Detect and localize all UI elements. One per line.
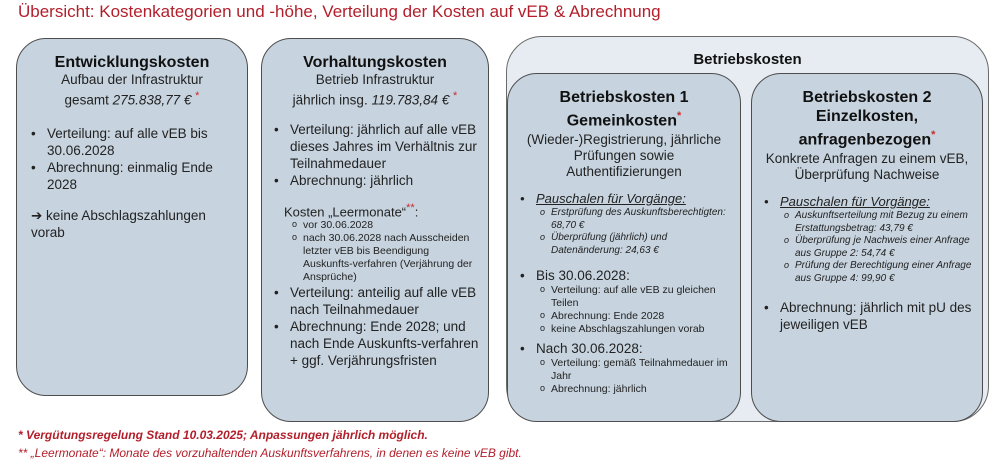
nach-sublist bbox=[516, 357, 732, 396]
bullet-item: • Verteilung: auf alle vEB bis 30.06.2028 bbox=[27, 125, 237, 159]
sub-item: o vor 30.06.2028 bbox=[290, 219, 480, 232]
vorhaltungskosten-bullets-b bbox=[270, 284, 480, 369]
vorhaltungskosten-subtitle: Betrieb Infrastruktur bbox=[315, 72, 435, 87]
sub-item: o Abrechnung: Ende 2028 bbox=[538, 310, 732, 323]
footnote-1: * Vergütungsregelung Stand 10.03.2025; Anpassungen jährlich möglich. bbox=[18, 428, 428, 442]
nach-label: • Nach 30.06.2028: bbox=[516, 340, 732, 357]
betriebskosten-heading: Betriebskosten bbox=[693, 51, 802, 68]
entwicklungskosten-subtitle: Aufbau der Infrastruktur bbox=[61, 72, 203, 87]
nach-list bbox=[516, 340, 732, 357]
bullet-item: • Abrechnung: einmalig Ende 2028 bbox=[27, 159, 237, 193]
footnote-marker: * bbox=[931, 129, 936, 141]
footnote-2: ** „Leermonate“: Monate des vorzuhaltenden Auskunftsverfahrens, in denen es keine vEB gibt. bbox=[18, 446, 522, 460]
page-title: Übersicht: Kostenkategorien und -höhe, Verteilung der Kosten auf vEB & Abrechnung bbox=[18, 2, 661, 21]
gemeinkosten-description: (Wieder-)Registrierung, jährliche Prüfungen sowie Authentifizierungen bbox=[526, 132, 722, 180]
sub-item: o Verteilung: gemäß Teilnahmedauer im Jahr bbox=[538, 357, 732, 383]
vorhaltungskosten-amount: 119.783,84 € bbox=[371, 92, 450, 108]
leermonate-label: Kosten „Leermonate“**: bbox=[284, 201, 419, 219]
bullet-item: • Verteilung: anteilig auf alle vEB nach Teilnahmedauer bbox=[270, 284, 480, 318]
vorhaltungskosten-card bbox=[261, 38, 489, 422]
sub-item: o Überprüfung (jährlich) und Datenänderung: 24,63 € bbox=[538, 232, 732, 257]
betriebskosten-2-heading: Betriebskosten 2 bbox=[802, 89, 932, 106]
betriebskosten-2-card bbox=[751, 73, 983, 422]
entwicklungskosten-card bbox=[16, 38, 248, 396]
bis-list bbox=[516, 267, 732, 284]
sub-item: o Verteilung: auf alle vEB zu gleichen Teilen bbox=[538, 284, 732, 310]
vorhaltungskosten-bullets-a bbox=[270, 121, 480, 189]
entwicklungskosten-total: gesamt 275.838,77 € * bbox=[64, 90, 200, 108]
einzelkosten-description: Konkrete Anfragen zu einem vEB, Überprüfung Nachweise bbox=[765, 151, 969, 183]
sub-item: o Prüfung der Berechtigung einer Anfrage aus Gruppe 4: 99,90 € bbox=[782, 260, 974, 285]
entwicklungskosten-amount: 275.838,77 € bbox=[112, 92, 192, 108]
bis-label: • Bis 30.06.2028: bbox=[516, 267, 732, 284]
pauschalen-label: • Pauschalen für Vorgänge: bbox=[760, 193, 974, 210]
bullet-item: • Abrechnung: Ende 2028; und nach Ende Auskunfts-verfahren + ggf. Verjährungsfristen bbox=[270, 318, 480, 369]
einzelkosten-bullets bbox=[760, 299, 974, 333]
einzelkosten-heading: Einzelkosten, bbox=[815, 108, 919, 125]
entwicklungskosten-bullets bbox=[27, 125, 237, 193]
betriebskosten-1-card bbox=[507, 73, 741, 422]
entwicklungskosten-heading: Entwicklungskosten bbox=[54, 54, 210, 71]
gemeinkosten-pauschalen-list bbox=[516, 207, 732, 257]
vorhaltungskosten-total: jährlich insg. 119.783,84 € * bbox=[292, 90, 458, 108]
bis-sublist bbox=[516, 284, 732, 336]
sub-item: o Überprüfung je Nachweis einer Anfrage aus Gruppe 2: 54,74 € bbox=[782, 235, 974, 260]
bullet-item: • Verteilung: jährlich auf alle vEB dieses Jahres im Verhältnis zur Teilnahmedauer bbox=[270, 121, 480, 172]
sub-item: o nach 30.06.2028 nach Ausscheiden letzter vEB bis Beendigung Auskunfts-verfahren (Verjährung der Ansprüche) bbox=[290, 232, 480, 284]
anfragenbezogen-heading: anfragenbezogen* bbox=[798, 129, 936, 149]
footnote-marker-double: ** bbox=[406, 201, 415, 214]
sub-item: o Erstprüfung des Auskunftsberechtigten: 68,70 € bbox=[538, 207, 732, 232]
bullet-item: • Abrechnung: jährlich mit pU des jeweiligen vEB bbox=[760, 299, 974, 333]
arrow-note: ➔ keine Abschlagszahlungen vorab bbox=[31, 207, 206, 240]
footnote-marker: * bbox=[195, 90, 200, 102]
gemeinkosten-pauschalen bbox=[516, 190, 732, 207]
vorhaltungskosten-heading: Vorhaltungskosten bbox=[303, 54, 447, 71]
leermonate-list bbox=[270, 219, 480, 284]
einzelkosten-pauschalen bbox=[760, 193, 974, 210]
footnote-marker: * bbox=[676, 110, 682, 122]
bullet-item: • Abrechnung: jährlich bbox=[270, 172, 480, 189]
gemeinkosten-heading: Gemeinkosten* bbox=[566, 110, 682, 130]
sub-item: o Auskunftserteilung mit Bezug zu einem Erstattungsbetrag: 43,79 € bbox=[782, 210, 974, 235]
betriebskosten-1-heading: Betriebskosten 1 bbox=[559, 89, 689, 106]
pauschalen-label: • Pauschalen für Vorgänge: bbox=[516, 190, 732, 207]
sub-item: o keine Abschlagszahlungen vorab bbox=[538, 323, 732, 336]
footnote-marker: * bbox=[453, 90, 458, 102]
einzelkosten-pauschalen-list bbox=[760, 210, 974, 285]
sub-item: o Abrechnung: jährlich bbox=[538, 383, 732, 396]
